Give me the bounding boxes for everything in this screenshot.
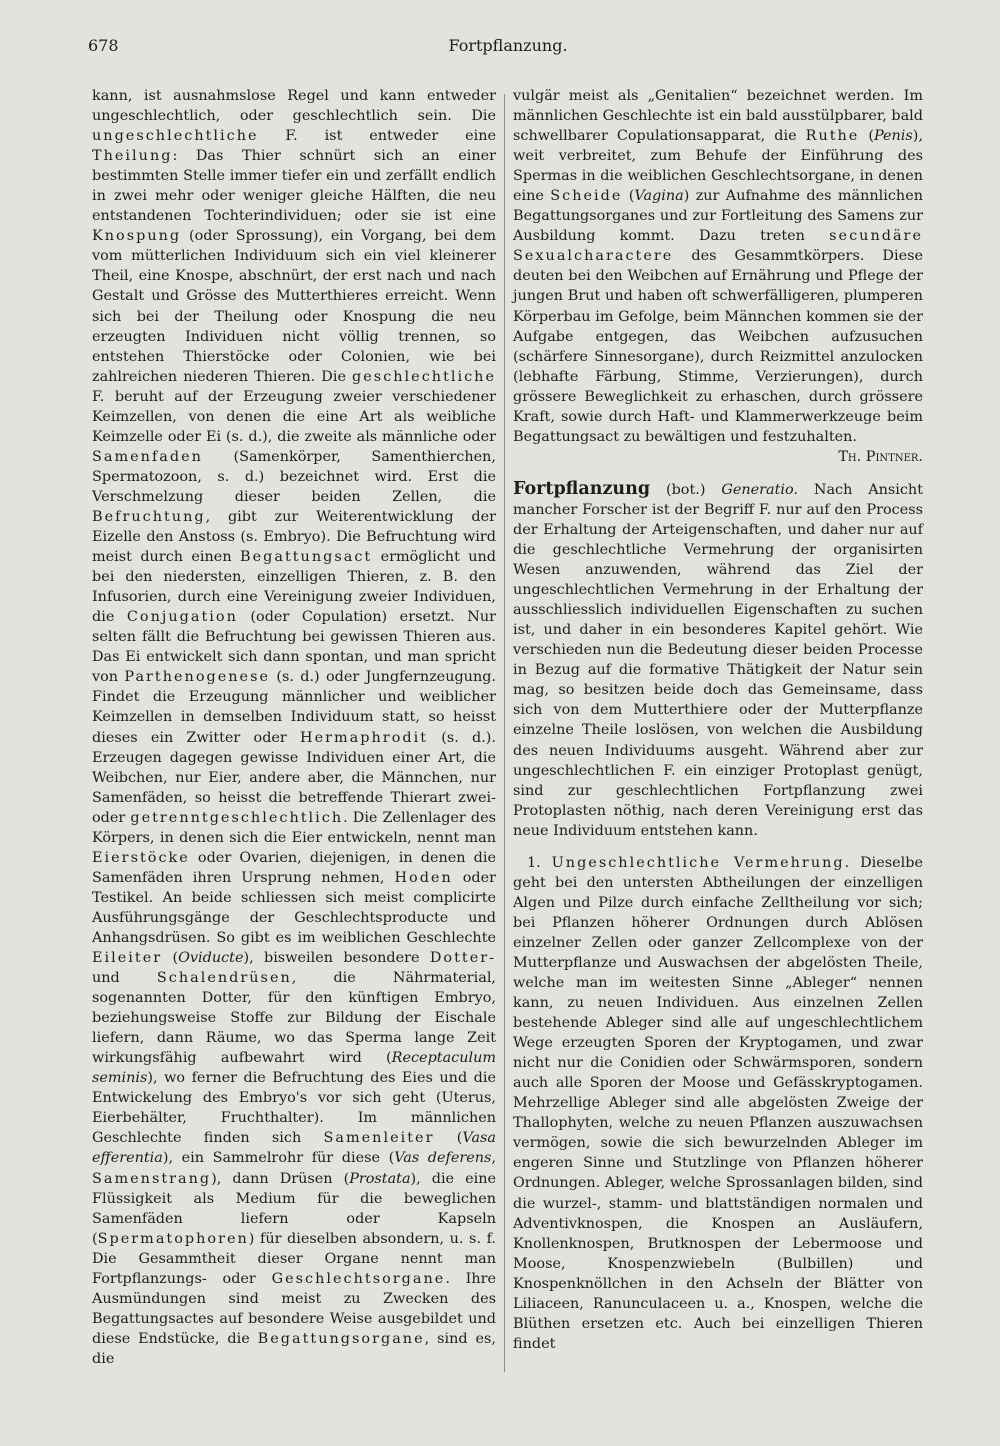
- entry-botany: Fortpflanzung (bot.) Generatio. Nach Ansicht mancher Forscher ist der Begriff F. nur auf den Process der Erhaltung der Arteigenschaften, und daher nur auf die geschlechtliche Vermehrung der organisirten Wesen anzuwenden, während das Ziel der ungeschlechtlichen Vermehrung in der Erhaltung der ausschliesslich individuellen Eigenschaften zu suchen ist, und daher in ein besonderes Kapitel gehört. Wie verschieden nun die Bedeutung dieser beiden Processe in Bezug auf die formative Thätigkeit der Natur sein mag, so besitzen beide doch das Gemeinsame, dass sich von dem Mutterthiere oder der Mutterpflanze einzelne Theile loslösen, von welchen die Ausbildung des neuen Individuums ausgeht. Während aber zur ungeschlechtlichen F. ein einziger Protoplast genügt, sind zur geschlechtlichen Fortpflanzung zwei Protoplasten nöthig, nach deren Vereinigung erst das neue Individuum entstehen kann.: [513, 478, 923, 839]
- column-divider: [504, 94, 505, 1372]
- author-signature: Th. Pintner.: [838, 448, 923, 465]
- right-column: [513, 86, 923, 1354]
- section-ungeschlechtliche-vermehrung: 1. Ungeschlechtliche Vermehrung. Dieselbe geht bei den untersten Abtheilungen der einzelligen Algen und Pilze durch einfache Zelltheilung vor sich; bei Pflanzen höherer Ordnungen durch Ablösen einzelner Zellen oder ganzer Zellcomplexe von der Mutterpflanze und Auswachsen der abgelösten Theile, welche man im weitesten Sinne „Ableger“ nennen kann, zu neuen Individuen. Aus einzelnen Zellen bestehende Ableger sind alle auf ungeschlechtlichem Wege erzeugten Sporen der Kryptogamen, und zwar nicht nur die Conidien oder Schwärmsporen, sondern auch alle Sporen der Moose und Gefässkryptogamen. Mehrzellige Ableger sind alle abgelösten Zweige der Thallophyten, welche zu neuen Pflanzen auszuwachsen vermögen, sowie die sich bewurzelnden Ableger im engeren Sinne und Stutzlinge von Pflanzen höherer Ordnungen. Ableger, welche Sprossanlagen bilden, sind die wurzel-, stamm- und blattständigen normalen und Adventivknospen, die Knospen an Ausläufern, Knollenknospen, Brutknospen der Lebermoose und Moose, Knospenzwiebeln (Bulbillen) und Knospenknöllchen in den Achseln der Blätter von Liliaceen, Ranunculaceen u. a., Knospen, welche die Blüthen ersetzen etc. Auch bei einzelligen Thieren findet: [513, 854, 924, 1352]
- left-paragraph: kann, ist ausnahmslose Regel und kann entweder ungeschlechtlich, oder geschlechtlich sein. Die ungeschlechtliche F. ist entweder eine Theilung: Das Thier schnürt sich an einer bestimmten Stelle immer tiefer ein und zerfällt endlich in zwei mehr oder weniger gleiche Hälften, die neu entstandenen Tochterindividuen; oder sie ist eine Knospung (oder Sprossung), ein Vorgang, bei dem vom mütterlichen Individuum sich ein viel kleinerer Theil, eine Knospe, abschnürt, der erst nach und nach Gestalt und Grösse des Mutterthieres erreicht. Wenn sich bei der Theilung oder Knospung die neu erzeugten Individuen nicht völlig trennen, so entstehen Thierstöcke oder Colonien, wie bei zahlreichen niederen Thieren. Die geschlechtliche F. beruht auf der Erzeugung zweier verschiedener Keimzellen, von denen die eine Art als weibliche Keimzelle oder Ei (s. d.), die zweite als männliche oder Samenfaden (Samenkörper, Samenthierchen, Spermatozoon, s. d.) bezeichnet wird. Erst die Verschmelzung dieser beiden Zellen, die Befruchtung, gibt zur Weiterentwicklung der Eizelle den Anstoss (s. Embryo). Die Befruchtung wird meist durch einen Begattungsact ermöglicht und bei den niedersten, einzelligen Thieren, z. B. den Infusorien, durch eine Vereinigung zweier Individuen, die Conjugation (oder Copulation) ersetzt. Nur selten fällt die Befruchtung bei gewissen Thieren aus. Das Ei entwickelt sich dann spontan, und man spricht von Parthenogenese (s. d.) oder Jungfernzeugung. Findet die Erzeugung männlicher und weiblicher Keimzellen in demselben Individuum statt, so heisst dieses ein Zwitter oder Hermaphrodit (s. d.). Erzeugen dagegen gewisse Individuen einer Art, die Weibchen, nur Eier, andere aber, die Männchen, nur Samenfäden, so heisst die betreffende Thierart zwei- oder getrenntgeschlechtlich. Die Zellenlager des Körpers, in denen sich die Eier entwickeln, nennt man Eierstöcke oder Ovarien, diejenigen, in denen die Samenfäden ihren Ursprung nehmen, Hoden oder Testikel. An beide schliessen sich meist complicirte Ausführungsgänge der Geschlechtsproducte und Anhangsdrüsen. So gibt es im weiblichen Geschlechte Eileiter (Oviducte), bisweilen besondere Dotter- und Schalendrüsen, die Nährmaterial, sogenannten Dotter, für den künftigen Embryo, beziehungsweise Stoffe zur Bildung der Eischale liefern, dann Räume, wo das Sperma lange Zeit wirkungsfähig aufbewahrt wird (Receptaculum seminis), wo ferner die Befruchtung des Eies und die Entwickelung des Embryo's vor sich geht (Uterus, Eierbehälter, Fruchthalter). Im männlichen Geschlechte finden sich Samenleiter (Vasa efferentia), ein Sammelrohr für diese (Vas deferens, Samenstrang), dann Drüsen (Prostata), die eine Flüssigkeit als Medium für die beweglichen Samenfäden liefern oder Kapseln (Spermatophoren) für dieselben absondern, u. s. f. Die Gesammtheit dieser Organe nennt man Fortpflanzungs- oder Geschlechtsorgane. Ihre Ausmündungen sind meist zu Zwecken des Begattungsactes auf besondere Weise ausgebildet und diese Endstücke, die Begattungsorgane, sind es, die: [92, 88, 497, 1367]
- page-header: [88, 36, 928, 60]
- right-paragraph-zoology: vulgär meist als „Genitalien“ bezeichnet werden. Im männlichen Geschlechte ist ein bald ausstülpbarer, bald schwellbarer Copulationsapparat, die Ruthe (Penis), weit verbreitet, zum Behufe der Einführung des Spermas in die weiblichen Geschlechtsorgane, in denen eine Scheide (Vagina) zur Aufnahme des männlichen Begattungsorganes und zur Fortleitung des Samens zur Ausbildung kommt. Dazu treten secundäre Sexualcharactere des Gesammtkörpers. Diese deuten bei den Weibchen auf Ernährung und Pflege der jungen Brut und haben oft schwerfälligeren, plumperen Körperbau im Gefolge, beim Männchen kommen sie der Aufgabe entgegen, das Weibchen aufzusuchen (schärfere Sinnesorgane), durch Reizmittel anzulocken (lebhafte Färbung, Stimme, Verzierungen), durch grössere Beweglichkeit zu erhaschen, durch grössere Kraft, sowie durch Haft- und Klammerwerkzeuge beim Begattungsact zu bewältigen und festzuhalten.: [513, 88, 923, 445]
- entry-heading: Fortpflanzung: [513, 478, 651, 499]
- running-title: Fortpflanzung.: [448, 36, 568, 55]
- left-column: [92, 86, 496, 1369]
- page-number: 678: [88, 36, 119, 55]
